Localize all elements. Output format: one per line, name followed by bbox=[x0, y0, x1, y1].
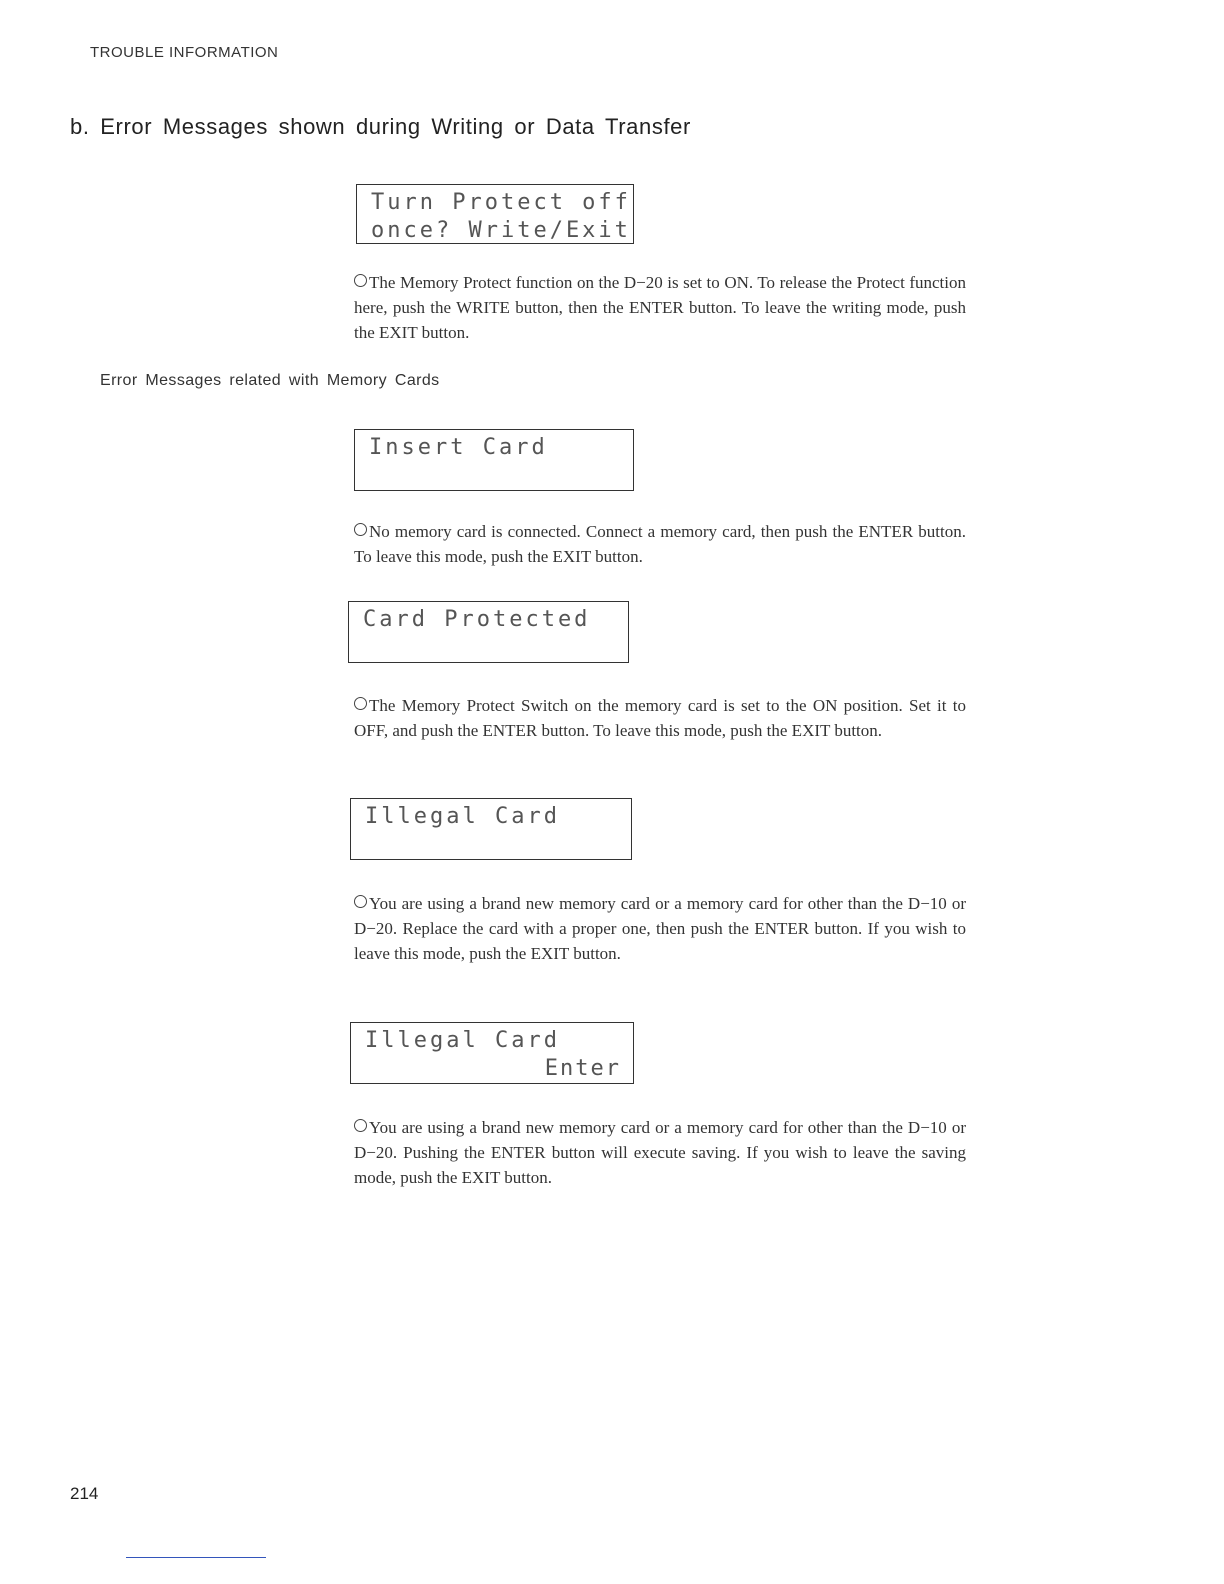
bullet-circle-icon bbox=[354, 697, 367, 710]
lcd-line-2: Enter bbox=[544, 1056, 621, 1081]
lcd-line-1: Insert Card bbox=[369, 435, 548, 460]
lcd-line-1: Turn Protect off bbox=[371, 190, 631, 215]
message-description bbox=[354, 891, 966, 966]
subheading: Error Messages related with Memory Cards bbox=[100, 372, 440, 389]
lcd-display bbox=[356, 184, 634, 244]
bullet-circle-icon bbox=[354, 523, 367, 536]
lcd-line-1: Illegal Card bbox=[365, 804, 560, 829]
description-text: You are using a brand new memory card or a memory card for other than the D−10 or D−20. Pushing the ENTER button will execute saving. If you wish to leave the saving mode, push the EXIT button. bbox=[354, 1118, 966, 1187]
message-description bbox=[354, 1115, 966, 1190]
page-number: 214 bbox=[70, 1484, 99, 1503]
lcd-display bbox=[354, 429, 634, 491]
message-description bbox=[354, 693, 966, 743]
message-description bbox=[354, 270, 966, 345]
lcd-line-2 bbox=[363, 634, 616, 662]
lcd-display bbox=[350, 798, 632, 860]
bullet-circle-icon bbox=[354, 274, 367, 287]
message-description bbox=[354, 519, 966, 569]
lcd-display bbox=[350, 1022, 634, 1084]
footer-rule bbox=[126, 1557, 266, 1558]
description-text: No memory card is connected. Connect a memory card, then push the ENTER button. To leave this mode, push the EXIT button. bbox=[354, 522, 966, 566]
description-text: The Memory Protect Switch on the memory card is set to the ON position. Set it to OFF, and push the ENTER button. To leave this mode, push the EXIT button. bbox=[354, 696, 966, 740]
description-text: The Memory Protect function on the D−20 is set to ON. To release the Protect function here, push the WRITE button, then the ENTER button. To leave the writing mode, push the EXIT button. bbox=[354, 273, 966, 342]
lcd-line-2: once? Write/Exit bbox=[371, 218, 631, 243]
bullet-circle-icon bbox=[354, 895, 367, 908]
lcd-line-2 bbox=[365, 831, 619, 859]
lcd-line-2 bbox=[369, 462, 621, 490]
description-text: You are using a brand new memory card or a memory card for other than the D−10 or D−20. Replace the card with a proper one, then push the ENTER button. If you wish to leave this mode, push the EXIT button. bbox=[354, 894, 966, 963]
bullet-circle-icon bbox=[354, 1119, 367, 1132]
lcd-display bbox=[348, 601, 629, 663]
section-title: b. Error Messages shown during Writing or Data Transfer bbox=[70, 114, 691, 139]
lcd-line-1: Illegal Card bbox=[365, 1028, 560, 1053]
running-header: TROUBLE INFORMATION bbox=[90, 44, 279, 61]
lcd-line-1: Card Protected bbox=[363, 607, 591, 632]
